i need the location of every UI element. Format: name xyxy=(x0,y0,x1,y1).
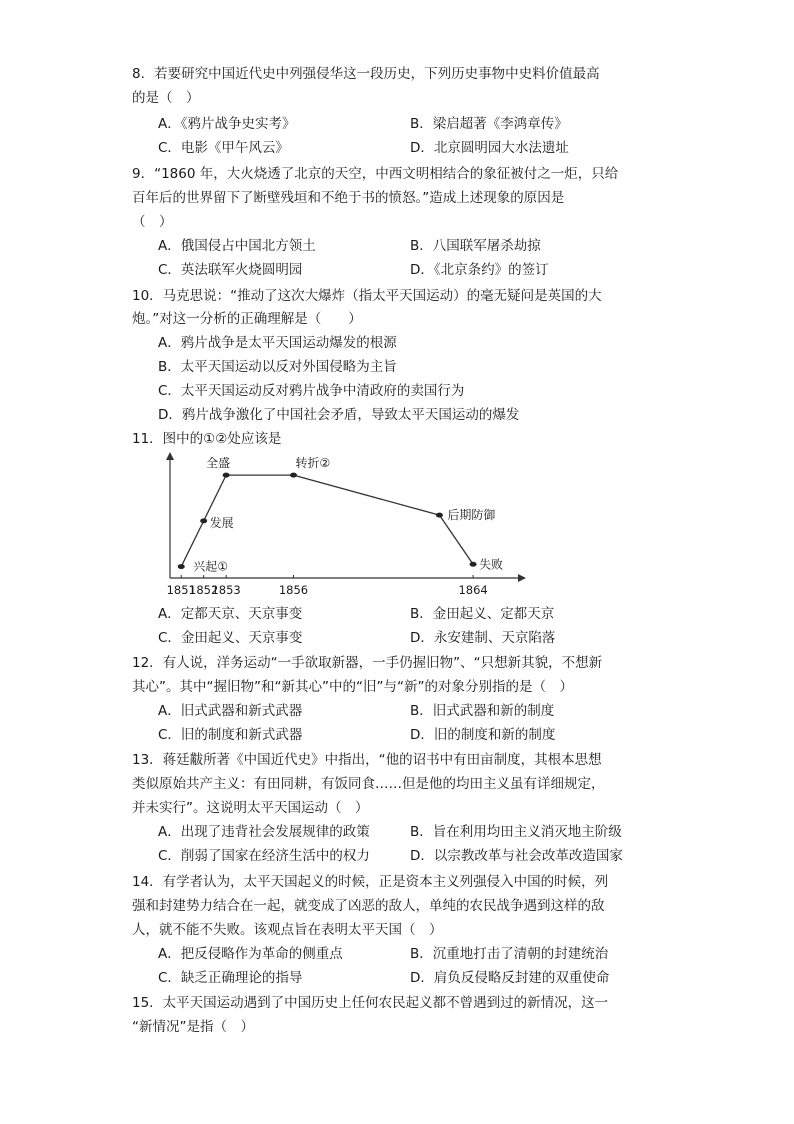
q12-option-c: C．旧的制度和新式武器 xyxy=(158,727,303,743)
q10-option-a: A．鸦片战争是太平天国运动爆发的根源 xyxy=(158,335,397,351)
chart-point-label: 兴起① xyxy=(193,559,228,574)
chart-segment xyxy=(293,475,439,515)
q13-stem-line1: 13．蒋廷黻所著《中国近代史》中指出，“他的诏书中有田亩制度，其根本思想 xyxy=(132,752,602,768)
q11-option-c: C．金田起义、天京事变 xyxy=(158,630,303,646)
q9-option-a: A．俄国侵占中国北方领土 xyxy=(158,238,316,254)
q10-option-b: B．太平天国运动以反对外国侵略为主旨 xyxy=(158,359,397,375)
chart-point-label: 转折② xyxy=(295,456,331,471)
chart-point xyxy=(178,564,185,569)
chart-point xyxy=(290,473,297,478)
q10-option-c: C．太平天国运动反对鸦片战争中清政府的卖国行为 xyxy=(158,383,465,399)
q10-stem-line1: 10．马克思说：“推动了这次大爆炸（指太平天国运动）的毫无疑问是英国的大 xyxy=(132,288,602,304)
q13-option-d: D．以宗教改革与社会改革改造国家 xyxy=(410,848,623,864)
taiping-chart xyxy=(150,450,530,600)
q13-option-b: B．旨在利用均田主义消灭地主阶级 xyxy=(410,824,622,840)
q15-stem-line1: 15．太平天国运动遇到了中国历史上任何农民起义都不曾遇到过的新情况，这一 xyxy=(132,995,609,1011)
q9-option-c: C．英法联军火烧圆明园 xyxy=(158,262,303,278)
q9-option-d: D．《北京条约》的签订 xyxy=(410,262,549,278)
q13-stem-line3: 并未实行”。这说明太平天国运动（ ） xyxy=(132,800,369,816)
q9-option-b: B．八国联军屠杀劫掠 xyxy=(410,238,541,254)
chart-x-tick-label: 1852 xyxy=(189,583,219,597)
q12-option-a: A．旧式武器和新式武器 xyxy=(158,703,303,719)
q9-stem-line3: （ ） xyxy=(132,214,173,230)
q14-option-d: D．肩负反侵略反封建的双重使命 xyxy=(410,970,610,986)
q11-option-d: D．永安建制、天京陷落 xyxy=(410,630,556,646)
q9-stem-line1: 9．“1860 年，大火烧透了北京的天空，中西文明相结合的象征被付之一炬，只给 xyxy=(132,166,619,182)
q14-option-b: B．沉重地打击了清朝的封建统治 xyxy=(410,946,609,962)
q12-stem-line2: 其心”。其中“握旧物”和“新其心”中的“旧”与“新”的对象分别指的是（ ） xyxy=(132,679,573,695)
chart-x-tick-label: 1864 xyxy=(458,583,488,597)
q14-stem-line3: 人，就不能不失败。该观点旨在表明太平天国（ ） xyxy=(132,922,443,938)
chart-x-tick-label: 1851 xyxy=(166,583,196,597)
chart-x-tick-label: 1853 xyxy=(211,583,241,597)
q8-stem-line2: 的是（ ） xyxy=(132,90,200,106)
chart-point-label: 全盛 xyxy=(206,456,231,471)
q8-option-b: B．梁启超著《李鸿章传》 xyxy=(410,116,568,132)
chart-segment xyxy=(204,475,226,521)
q12-stem-line1: 12．有人说，洋务运动“一手欲取新器，一手仍握旧物”、“只想新其貌，不想新 xyxy=(132,655,603,671)
chart-point xyxy=(470,562,477,567)
q9-stem-line2: 百年后的世界留下了断壁残垣和不绝于书的愤怒。”造成上述现象的原因是 xyxy=(132,190,565,206)
q13-option-a: A．出现了违背社会发展规律的政策 xyxy=(158,824,370,840)
q14-option-c: C．缺乏正确理论的指导 xyxy=(158,970,303,986)
q12-option-d: D．旧的制度和新的制度 xyxy=(410,727,556,743)
q14-stem-line2: 强和封建势力结合在一起，就变成了凶恶的敌人，单纯的农民战争遇到这样的敌 xyxy=(132,898,605,914)
q8-stem-line1: 8．若要研究中国近代史中列强侵华这一段历史，下列历史事物中史料价值最高 xyxy=(132,66,600,82)
q8-option-d: D．北京圆明园大水法遗址 xyxy=(410,140,569,156)
q13-stem-line2: 类似原始共产主义：有田同耕，有饭同食……但是他的均田主义虽有详细规定， xyxy=(132,776,605,792)
q8-option-a: A．《鸦片战争史实考》 xyxy=(158,116,296,132)
chart-point xyxy=(436,513,443,518)
q10-option-d: D．鸦片战争激化了中国社会矛盾，导致太平天国运动的爆发 xyxy=(158,407,520,423)
q11-option-a: A．定都天京、天京事变 xyxy=(158,606,303,622)
chart-point-label: 失败 xyxy=(479,557,504,572)
chart-point xyxy=(200,518,207,523)
q15-stem-line2: “新情况”是指（ ） xyxy=(132,1019,254,1035)
chart-point-label: 发展 xyxy=(209,515,234,530)
q12-option-b: B．旧式武器和新的制度 xyxy=(410,703,555,719)
chart-point xyxy=(223,473,230,478)
q14-stem-line1: 14．有学者认为，太平天国起义的时候，正是资本主义列强侵入中国的时候，列 xyxy=(132,874,609,890)
q8-option-c: C．电影《甲午风云》 xyxy=(158,140,289,156)
q11-stem-line1: 11．图中的①②处应该是 xyxy=(132,431,282,447)
q11-option-b: B．金田起义、定都天京 xyxy=(410,606,555,622)
q10-stem-line2: 炮。”对这一分析的正确理解是（ ） xyxy=(132,311,362,327)
chart-point-label: 后期防御 xyxy=(447,508,496,523)
q13-option-c: C．削弱了国家在经济生活中的权力 xyxy=(158,848,370,864)
chart-x-tick-label: 1856 xyxy=(278,583,309,597)
q14-option-a: A．把反侵略作为革命的侧重点 xyxy=(158,946,343,962)
chart-segment xyxy=(439,515,473,564)
